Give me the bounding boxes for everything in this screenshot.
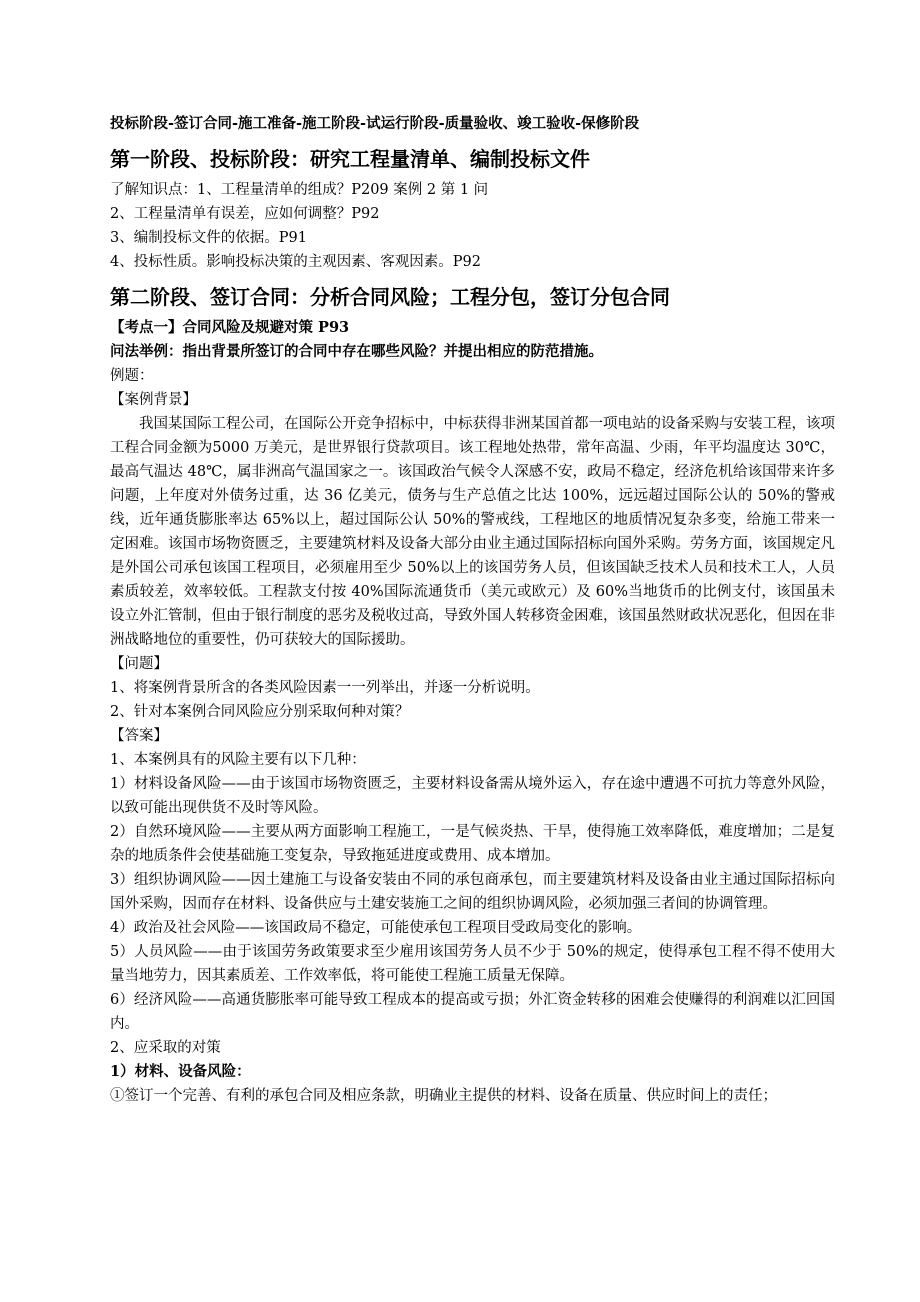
- question-item: 1、将案例背景所含的各类风险因素一一列举出，并逐一分析说明。: [110, 680, 540, 696]
- question-item: 2、针对本案例合同风险应分别采取何种对策？: [110, 704, 410, 720]
- section1-item: 了解知识点：1、工程量清单的组成？P209 案例 2 第 1 问: [110, 182, 489, 198]
- question-example: 问法举例：指出背景所签订的合同中存在哪些风险？并提出相应的防范措施。: [110, 343, 603, 360]
- section1-item: 4、投标性质。影响投标决策的主观因素、客观因素。P92: [110, 254, 481, 270]
- risk-item: 6）经济风险——高通货膨胀率可能导致工程成本的提高或亏损；外汇资金转移的困难会使赚得的利润难以汇回国内。: [110, 992, 835, 1032]
- document-page: [110, 112, 835, 1108]
- section2-title: 第二阶段、签订合同：分析合同风险；工程分包，签订分包合同: [110, 285, 670, 309]
- section1-item: 2、工程量清单有误差，应如何调整？P92: [110, 206, 380, 222]
- section1-item: 3、编制投标文件的依据。P91: [110, 230, 307, 246]
- background-text: 我国某国际工程公司，在国际公开竞争招标中，中标获得非洲某国首都一项电站的设备采购与安装工程，该项工程合同金额为5000 万美元，是世界银行贷款项目。该工程地处热带，常年高温、少雨，年平均温度达 30℃，最高气温达 48℃，属非洲高气温国家之一。该国政治气候令人深感不安，政局不稳定，经济危机给该国带来许多问题，上年度对外债务过重，达 36 亿美元，债务与生产总值之比达 100%，远远超过国际公认的 50%的警戒线，近年通货膨胀率达 65%以上，超过国际公认 50%的警戒线，工程地区的地质情况复杂多变，给施工带来一定困难。该国市场物资匮乏，主要建筑材料及设备大部分由业主通过国际招标向国外采购。劳务方面，该国规定凡是外国公司承包该国工程项目，必须雇用至少 50%以上的该国劳务人员，但该国缺乏技术人员和技术工人，人员素质较差，效率较低。工程款支付按 40%国际流通货币（美元或欧元）及 60%当地货币的比例支付，该国虽未设立外汇管制，但由于银行制度的恶劣及税收过高，导致外国人转移资金困难，该国虽然财政状况恶化，但因在非洲战略地位的重要性，仍可获较大的国际援助。: [110, 416, 835, 648]
- section1-title: 第一阶段、投标阶段：研究工程量清单、编制投标文件: [110, 147, 590, 171]
- risk-item: 2）自然环境风险——主要从两方面影响工程施工，一是气候炎热、干旱，使得施工效率降低，难度增加；二是复杂的地质条件会使基础施工变复杂，导致拖延进度或费用、成本增加。: [110, 824, 835, 864]
- measure1-title: 1）材料、设备风险：: [110, 1063, 251, 1080]
- risk-item: 5）人员风险——由于该国劳务政策要求至少雇用该国劳务人员不少于 50%的规定，使得承包工程不得不使用大量当地劳力，因其素质差、工作效率低，将可能使工程施工质量无保障。: [110, 944, 835, 984]
- answer-intro: 1、本案例具有的风险主要有以下几种：: [110, 752, 366, 768]
- question-label: 【问题】: [110, 656, 168, 672]
- phases-line: 投标阶段-签订合同-施工准备-施工阶段-试运行阶段-质量验收、竣工验收-保修阶段: [110, 115, 640, 132]
- background-label: 【案例背景】: [110, 392, 197, 408]
- risk-item: 3）组织协调风险——因土建施工与设备安装由不同的承包商承包，而主要建筑材料及设备由业主通过国际招标向国外采购，因而存在材料、设备供应与土建安装施工之间的组织协调风险，必须加强三者间的协调管理。: [110, 872, 835, 912]
- kaodian-heading: 【考点一】合同风险及规避对策 P93: [110, 319, 350, 336]
- example-label: 例题：: [110, 368, 154, 384]
- measures-intro: 2、应采取的对策: [110, 1040, 221, 1056]
- measure1-item: ①签订一个完善、有利的承包合同及相应条款，明确业主提供的材料、设备在质量、供应时间上的责任；: [110, 1088, 777, 1104]
- risk-item: 4）政治及社会风险——该国政局不稳定，可能使承包工程项目受政局变化的影响。: [110, 920, 642, 936]
- risk-item: 1）材料设备风险——由于该国市场物资匮乏，主要材料设备需从境外运入，存在途中遭遇不可抗力等意外风险，以致可能出现供货不及时等风险。: [110, 776, 835, 816]
- answer-label: 【答案】: [110, 728, 168, 744]
